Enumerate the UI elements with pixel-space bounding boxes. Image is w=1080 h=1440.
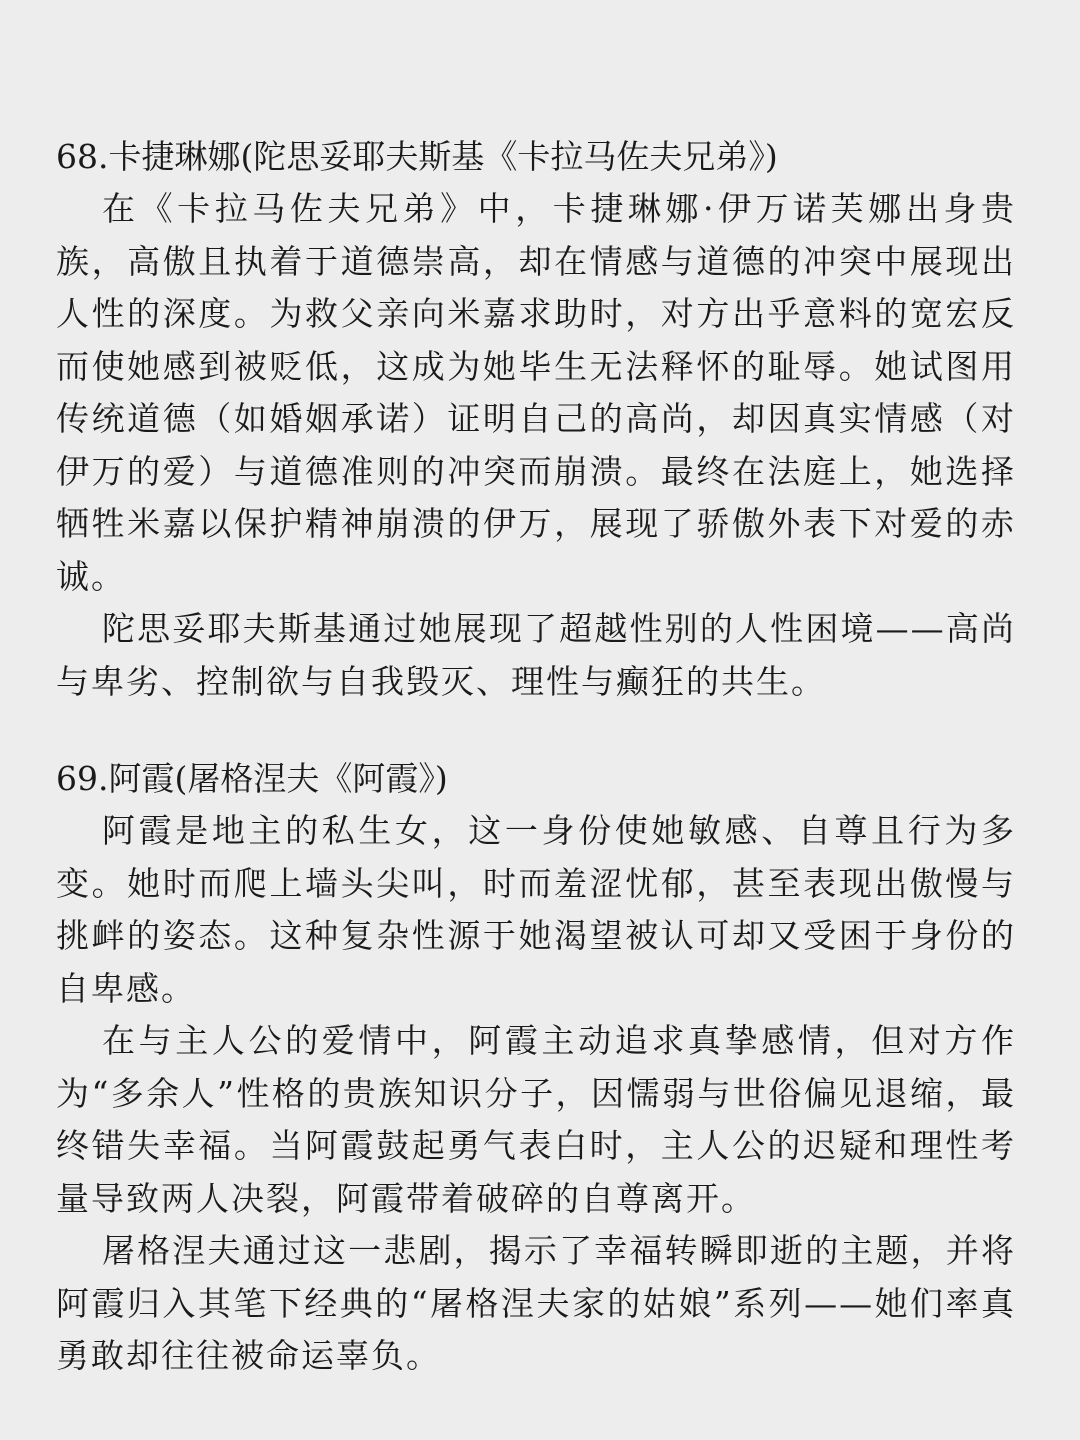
section-heading: 68.卡捷琳娜(陀思妥耶夫斯基《卡拉马佐夫兄弟》) [56, 137, 778, 176]
body-paragraph: 在与主人公的爱情中，阿霞主动追求真挚感情，但对方作为“多余人”性格的贵族知识分子，因懦弱与世俗偏见退缩，最终错失幸福。当阿霞鼓起勇气表白时，主人公的迟疑和理性考量导致两人决裂，阿霞带着破碎的自尊离开。 [56, 1021, 1016, 1218]
body-paragraph: 屠格涅夫通过这一悲剧，揭示了幸福转瞬即逝的主题，并将阿霞归入其笔下经典的“屠格涅夫家的姑娘”系列——她们率真勇敢却往往被命运辜负。 [56, 1231, 1016, 1375]
body-paragraph: 在《卡拉马佐夫兄弟》中，卡捷琳娜·伊万诺芙娜出身贵族，高傲且执着于道德崇高，却在情感与道德的冲突中展现出人性的深度。为救父亲向米嘉求助时，对方出乎意料的宽宏反而使她感到被贬低，这成为她毕生无法释怀的耻辱。她试图用传统道德（如婚姻承诺）证明自己的高尚，却因真实情感（对伊万的爱）与道德准则的冲突而崩溃。最终在法庭上，她选择牺牲米嘉以保护精神崩溃的伊万，展现了骄傲外表下对爱的赤诚。 [56, 189, 1016, 596]
body-paragraph: 阿霞是地主的私生女，这一身份使她敏感、自尊且行为多变。她时而爬上墙头尖叫，时而羞涩忧郁，甚至表现出傲慢与挑衅的姿态。这种复杂性源于她渴望被认可却又受困于身份的自卑感。 [56, 811, 1016, 1008]
section-69-asya [56, 753, 1016, 1383]
section-heading: 69.阿霞(屠格涅夫《阿霞》) [56, 759, 448, 798]
body-paragraph: 陀思妥耶夫斯基通过她展现了超越性别的人性困境——高尚与卑劣、控制欲与自我毁灭、理性与癫狂的共生。 [56, 609, 1016, 701]
section-68-katerina [56, 131, 1016, 708]
